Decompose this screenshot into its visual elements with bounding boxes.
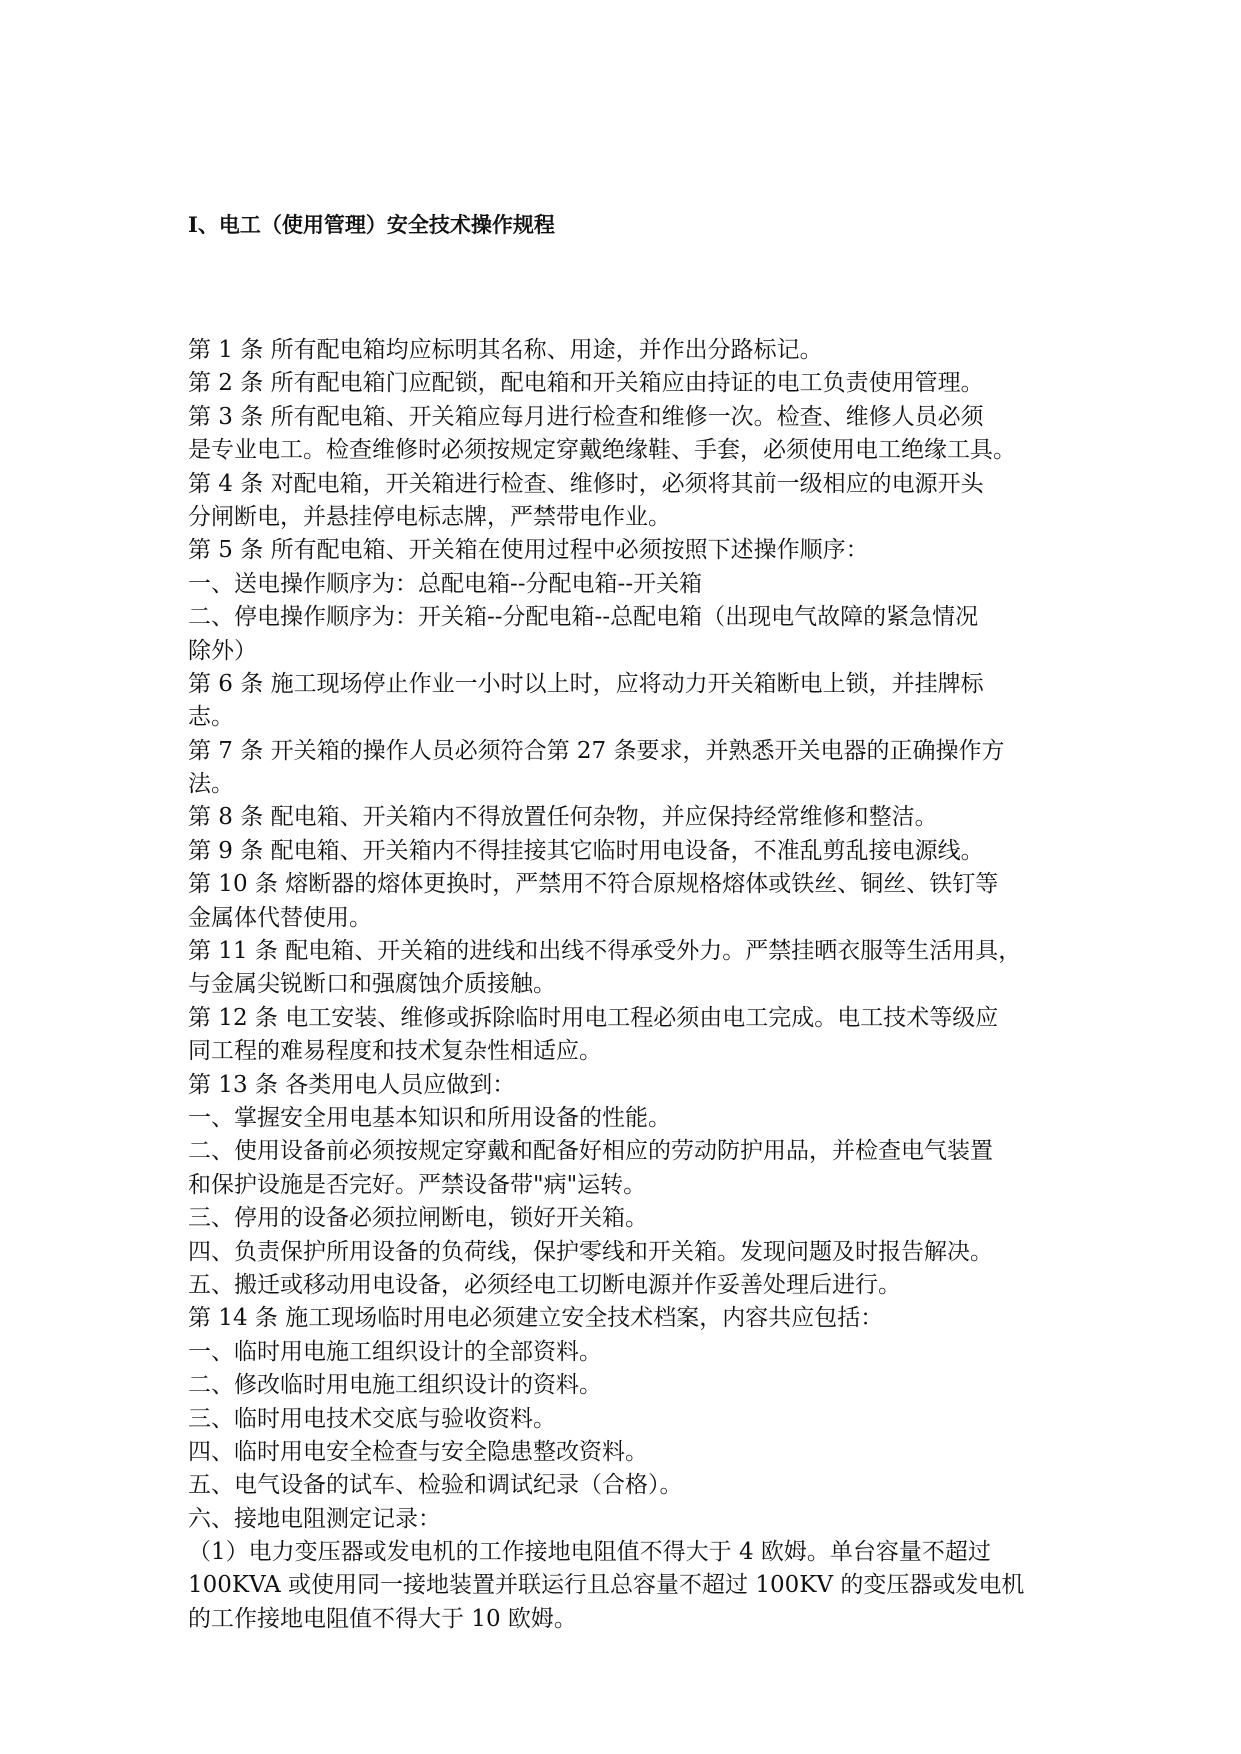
- text-line: 第 13 条 各类用电人员应做到：: [188, 1071, 516, 1098]
- text-line: 第 4 条 对配电箱，开关箱进行检查、维修时，必须将其前一级相应的电源开头: [188, 470, 984, 497]
- text-line: 的工作接地电阻值不得大于 10 欧姆。: [188, 1605, 577, 1632]
- text-line: 第 9 条 配电箱、开关箱内不得挂接其它临时用电设备，不准乱剪乱接电源线。: [188, 837, 984, 864]
- text-line: 分闸断电，并悬挂停电标志牌，严禁带电作业。: [188, 503, 671, 530]
- text-line: 和保护设施是否完好。严禁设备带"病"运转。: [188, 1171, 647, 1198]
- text-line: 是专业电工。检查维修时必须按规定穿戴绝缘鞋、手套，必须使用电工绝缘工具。: [188, 437, 1016, 464]
- text-line: 第 11 条 配电箱、开关箱的进线和出线不得承受外力。严禁挂晒衣服等生活用具，: [188, 938, 1022, 965]
- text-line: 法。: [188, 771, 234, 798]
- text-line: 第 1 条 所有配电箱均应标明其名称、用途，并作出分路标记。: [188, 337, 823, 363]
- text-line: 除外）: [188, 637, 257, 664]
- text-line: 第 12 条 电工安装、维修或拆除临时用电工程必须由电工完成。电工技术等级应: [188, 1004, 999, 1031]
- text-line: （1）电力变压器或发电机的工作接地电阻值不得大于 4 欧姆。单台容量不超过: [188, 1539, 991, 1566]
- text-line: 金属体代替使用。: [188, 904, 372, 931]
- text-line: 五、电气设备的试车、检验和调试纪录（合格）。: [188, 1472, 683, 1499]
- document-title: I、电工（使用管理）安全技术操作规程: [188, 212, 555, 237]
- text-line: 三、临时用电技术交底与验收资料。: [188, 1405, 556, 1432]
- text-line: 与金属尖锐断口和强腐蚀介质接触。: [188, 971, 556, 998]
- text-line: 四、临时用电安全检查与安全隐患整改资料。: [188, 1438, 648, 1465]
- text-line: 第 6 条 施工现场停止作业一小时以上时，应将动力开关箱断电上锁，并挂牌标: [188, 670, 984, 697]
- text-line: 第 5 条 所有配电箱、开关箱在使用过程中必须按照下述操作顺序：: [188, 537, 869, 564]
- text-line: 第 7 条 开关箱的操作人员必须符合第 27 条要求，并熟悉开关电器的正确操作方: [188, 737, 1005, 764]
- text-line: 二、修改临时用电施工组织设计的资料。: [188, 1372, 602, 1399]
- text-line: 第 10 条 熔断器的熔体更换时，严禁用不符合原规格熔体或铁丝、铜丝、铁钉等: [188, 871, 999, 898]
- text-line: 四、负责保护所用设备的负荷线，保护零线和开关箱。发现问题及时报告解决。: [188, 1238, 993, 1265]
- text-line: 六、接地电阻测定记录：: [188, 1505, 441, 1532]
- text-line: 第 3 条 所有配电箱、开关箱应每月进行检查和维修一次。检查、维修人员必须: [188, 403, 984, 430]
- text-line: 一、临时用电施工组织设计的全部资料。: [188, 1338, 602, 1365]
- text-line: 五、搬迁或移动用电设备，必须经电工切断电源并作妥善处理后进行。: [188, 1271, 901, 1298]
- text-line: 二、停电操作顺序为：开关箱--分配电箱--总配电箱（出现电气故障的紧急情况: [188, 604, 979, 631]
- text-line: 同工程的难易程度和技术复杂性相适应。: [188, 1038, 602, 1065]
- text-line: 一、掌握安全用电基本知识和所用设备的性能。: [188, 1104, 671, 1131]
- text-line: 第 2 条 所有配电箱门应配锁，配电箱和开关箱应由持证的电工负责使用管理。: [188, 370, 984, 397]
- text-line: 三、停用的设备必须拉闸断电，锁好开关箱。: [188, 1205, 648, 1232]
- text-line: 100KVA 或使用同一接地装置并联运行且总容量不超过 100KV 的变压器或发电机: [188, 1572, 1025, 1599]
- text-line: 二、使用设备前必须按规定穿戴和配备好相应的劳动防护用品，并检查电气装置: [188, 1138, 993, 1165]
- text-line: 第 8 条 配电箱、开关箱内不得放置任何杂物，并应保持经常维修和整洁。: [188, 804, 938, 831]
- text-line: 一、送电操作顺序为：总配电箱--分配电箱--开关箱: [188, 570, 703, 597]
- text-line: 第 14 条 施工现场临时用电必须建立安全技术档案，内容共应包括：: [188, 1305, 884, 1332]
- document-body: [188, 334, 1078, 1636]
- text-line: 志。: [188, 704, 234, 731]
